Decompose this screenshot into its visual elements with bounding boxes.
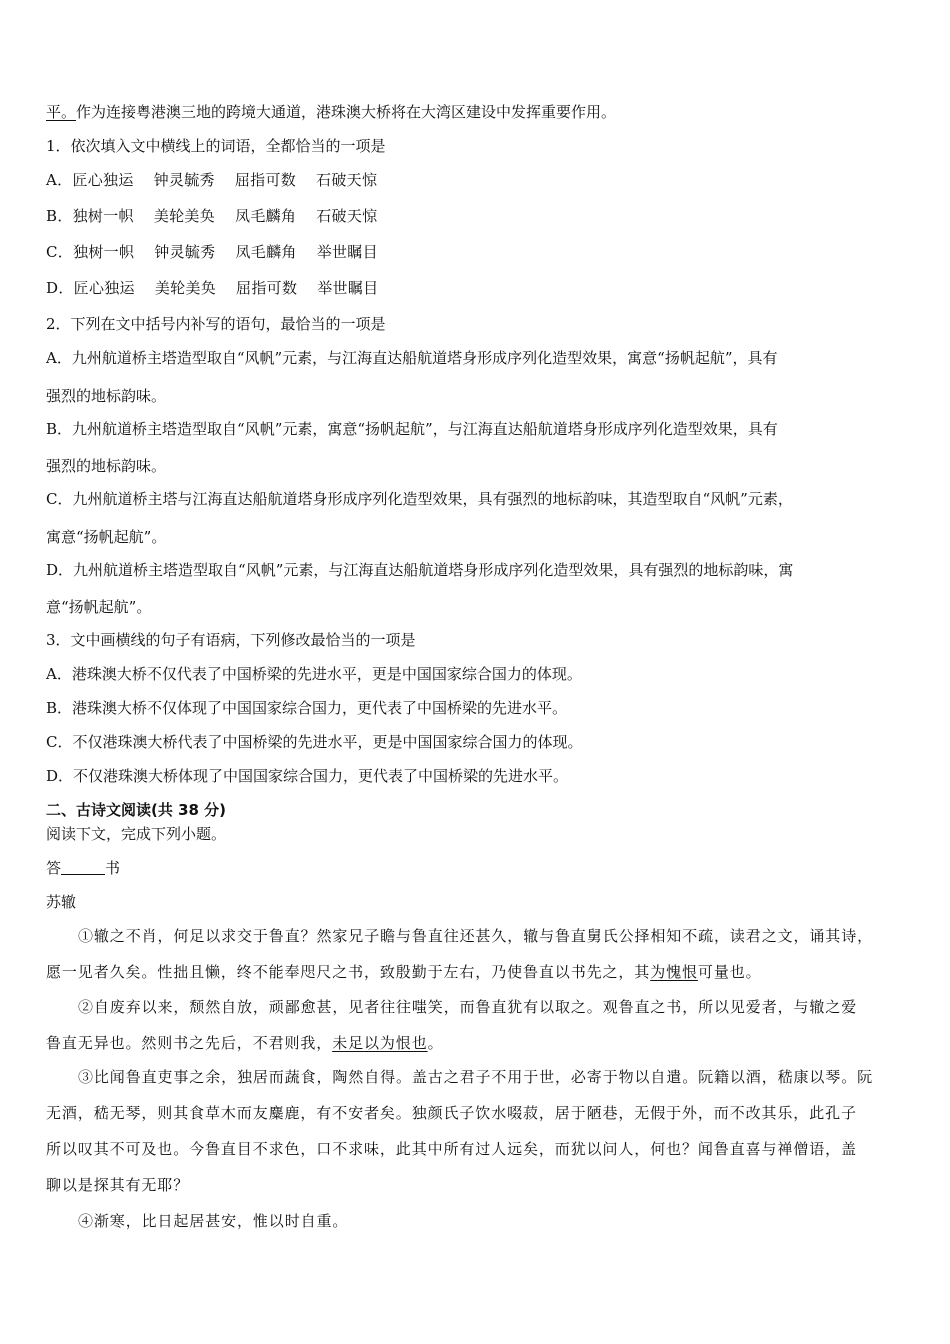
passage-p2-line2: [46, 1033, 444, 1053]
section-heading: 二、古诗文阅读(共 38 分): [46, 801, 227, 819]
title-prefix: 答: [46, 859, 62, 877]
passage-p4-line1: ④渐寒，比日起居甚安，惟以时自重。: [78, 1212, 349, 1230]
passage-text: 。: [427, 1034, 444, 1052]
option-word: 匠心独运: [72, 171, 134, 189]
option-word: 钟灵毓秀: [153, 171, 215, 189]
passage-author: 苏辙: [46, 893, 77, 911]
q1-stem: 1．依次填入文中横线上的词语，全都恰当的一项是: [46, 137, 386, 155]
option-word: 凤毛麟角: [235, 243, 297, 261]
passage-title: [46, 858, 120, 878]
option-word: 独树一帜: [72, 207, 134, 225]
option-letter: B．: [46, 207, 73, 225]
passage-underlined: 为愧恨: [650, 963, 698, 981]
passage-underlined: 未足以为恨也: [332, 1034, 428, 1052]
passage-text: 可量也。: [697, 963, 762, 981]
q2-option-c-line2: 寓意“扬帆起航”。: [46, 528, 167, 546]
option-letter: A．: [46, 171, 73, 189]
option-word: 匠心独运: [73, 279, 135, 297]
q1-option-d: [46, 278, 378, 298]
q3-stem: 3．文中画横线的句子有语病，下列修改最恰当的一项是: [46, 631, 416, 649]
intro-text: 作为连接粤港澳三地的跨境大通道，港珠澳大桥将在大湾区建设中发挥重要作用。: [76, 103, 617, 121]
passage-p1-line1: ①辙之不肖，何足以求交于鲁直？然家兄子瞻与鲁直往还甚久，辙与鲁直舅氏公择相知不疏，读君之文，诵其诗，: [78, 927, 874, 945]
option-word: 美轮美奂: [154, 279, 217, 297]
passage-p3-line4: 聊以是探其有无耶？: [46, 1176, 190, 1194]
option-word: 石破天惊: [316, 207, 378, 225]
option-word: 独树一帜: [73, 243, 135, 261]
q2-option-a-line2: 强烈的地标韵味。: [46, 387, 167, 405]
section-instruction: 阅读下文，完成下列小题。: [46, 825, 227, 843]
q2-option-b-line1: B．九州航道桥主塔造型取自“风帆”元素，寓意“扬帆起航”，与江海直达船航道塔身形成序列化造型效果，具有: [46, 420, 778, 438]
option-word: 美轮美奂: [153, 207, 216, 225]
intro-line: [46, 102, 616, 122]
option-word: 屈指可数: [234, 171, 297, 189]
q1-option-a: [46, 170, 377, 190]
q2-option-d-line2: 意“扬帆起航”。: [46, 598, 152, 616]
q3-option-b: B．港珠澳大桥不仅体现了中国国家综合国力，更代表了中国桥梁的先进水平。: [46, 699, 568, 717]
option-letter: C．: [46, 243, 74, 261]
q1-option-c: [46, 242, 378, 262]
title-blank: [61, 860, 105, 875]
option-letter: D．: [46, 279, 74, 297]
option-word: 屈指可数: [236, 279, 298, 297]
passage-p3-line2: 无酒，嵇无琴，则其食草木而友麋鹿，有不安者矣。独颜氏子饮水啜菽，居于陋巷，无假于外，而不改其乐，此孔子: [46, 1104, 857, 1122]
q1-option-b: [46, 206, 377, 226]
option-word: 举世瞩目: [316, 243, 378, 261]
option-word: 凤毛麟角: [235, 207, 297, 225]
q2-option-a-line1: A．九州航道桥主塔造型取自“风帆”元素，与江海直达船航道塔身形成序列化造型效果，寓意“扬帆起航”，具有: [46, 349, 778, 367]
title-suffix: 书: [105, 859, 121, 877]
intro-underlined: 平。: [46, 103, 77, 121]
q2-option-d-line1: D．九州航道桥主塔造型取自“风帆”元素，与江海直达船航道塔身形成序列化造型效果，具有强烈的地标韵味，寓: [46, 561, 794, 579]
option-word: 钟灵毓秀: [154, 243, 216, 261]
q3-option-c: C．不仅港珠澳大桥代表了中国桥梁的先进水平，更是中国国家综合国力的体现。: [46, 733, 583, 751]
q3-option-a: A．港珠澳大桥不仅代表了中国桥梁的先进水平，更是中国国家综合国力的体现。: [46, 665, 582, 683]
option-word: 举世瞩目: [317, 279, 379, 297]
passage-p1-line2: [46, 962, 762, 982]
passage-text: 鲁直无异也。然则书之先后，不君则我，: [46, 1034, 333, 1052]
q2-stem: 2．下列在文中括号内补写的语句，最恰当的一项是: [46, 315, 386, 333]
q2-option-c-line1: C．九州航道桥主塔与江海直达船航道塔身形成序列化造型效果，具有强烈的地标韵味，其造型取自“风帆”元素，: [46, 490, 793, 508]
option-word: 石破天惊: [316, 171, 378, 189]
q2-option-b-line2: 强烈的地标韵味。: [46, 457, 167, 475]
q3-option-d: D．不仅港珠澳大桥体现了中国国家综合国力，更代表了中国桥梁的先进水平。: [46, 767, 569, 785]
passage-p3-line3: 所以叹其不可及也。今鲁直目不求色，口不求味，此其中所有过人远矣，而犹以问人，何也？闻鲁直喜与禅僧语，盖: [46, 1140, 857, 1158]
passage-p3-line1: ③比闻鲁直吏事之余，独居而蔬食，陶然自得。盖古之君子不用于世，必寄于物以自遣。阮籍以酒，嵇康以琴。阮: [78, 1068, 874, 1086]
passage-p2-line1: ②自废弃以来，颓然自放，顽鄙愈甚，见者往往嗤笑，而鲁直犹有以取之。观鲁直之书，所以见爱者，与辙之爱: [78, 998, 858, 1016]
passage-text: 愿一见者久矣。性拙且懒，终不能奉咫尺之书，致殷勤于左右，乃使鲁直以书先之，其: [46, 963, 651, 981]
